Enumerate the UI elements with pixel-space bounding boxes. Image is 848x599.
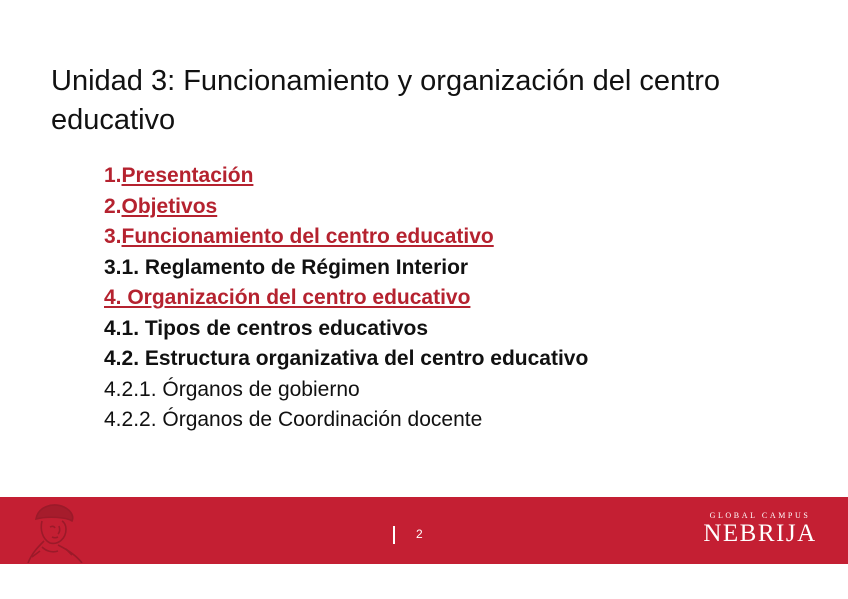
toc-item-number: 2. [104, 194, 122, 218]
table-of-contents [104, 161, 588, 436]
toc-item-link[interactable]: Objetivos [121, 194, 218, 218]
toc-item-organizacion[interactable] [104, 283, 588, 314]
toc-item-link[interactable]: Presentación [121, 164, 254, 187]
toc-item-presentacion[interactable] [104, 161, 588, 192]
footer-band [0, 497, 848, 564]
toc-item-organos-gobierno: 4.2.1. Órganos de gobierno [104, 377, 360, 401]
slide-title: Unidad 3: Funcionamiento y organización del centro educativo [51, 65, 721, 136]
page-number: 2 [416, 527, 423, 541]
toc-item-tipos-centros: 4.1. Tipos de centros educativos [104, 316, 429, 340]
page-divider [393, 526, 395, 544]
nebrija-logo [690, 511, 830, 547]
brand-subtitle: GLOBAL CAMPUS [709, 511, 811, 520]
toc-item-number: 1. [104, 164, 122, 187]
toc-item-reglamento: 3.1. Reglamento de Régimen Interior [104, 255, 469, 279]
toc-item-estructura: 4.2. Estructura organizativa del centro educativo [104, 347, 589, 370]
toc-item-organos-coordinacion: 4.2.2. Órganos de Coordinación docente [104, 408, 483, 431]
portrait-engraving-icon [22, 499, 88, 563]
toc-item-objetivos[interactable] [104, 192, 588, 223]
brand-name: NEBRIJA [703, 520, 817, 547]
toc-item-number: 3. [104, 225, 122, 248]
toc-item-link[interactable]: Funcionamiento del centro educativo [121, 225, 494, 248]
toc-item-link[interactable]: 4. Organización del centro educativo [104, 286, 471, 309]
toc-item-funcionamiento[interactable] [104, 222, 588, 253]
